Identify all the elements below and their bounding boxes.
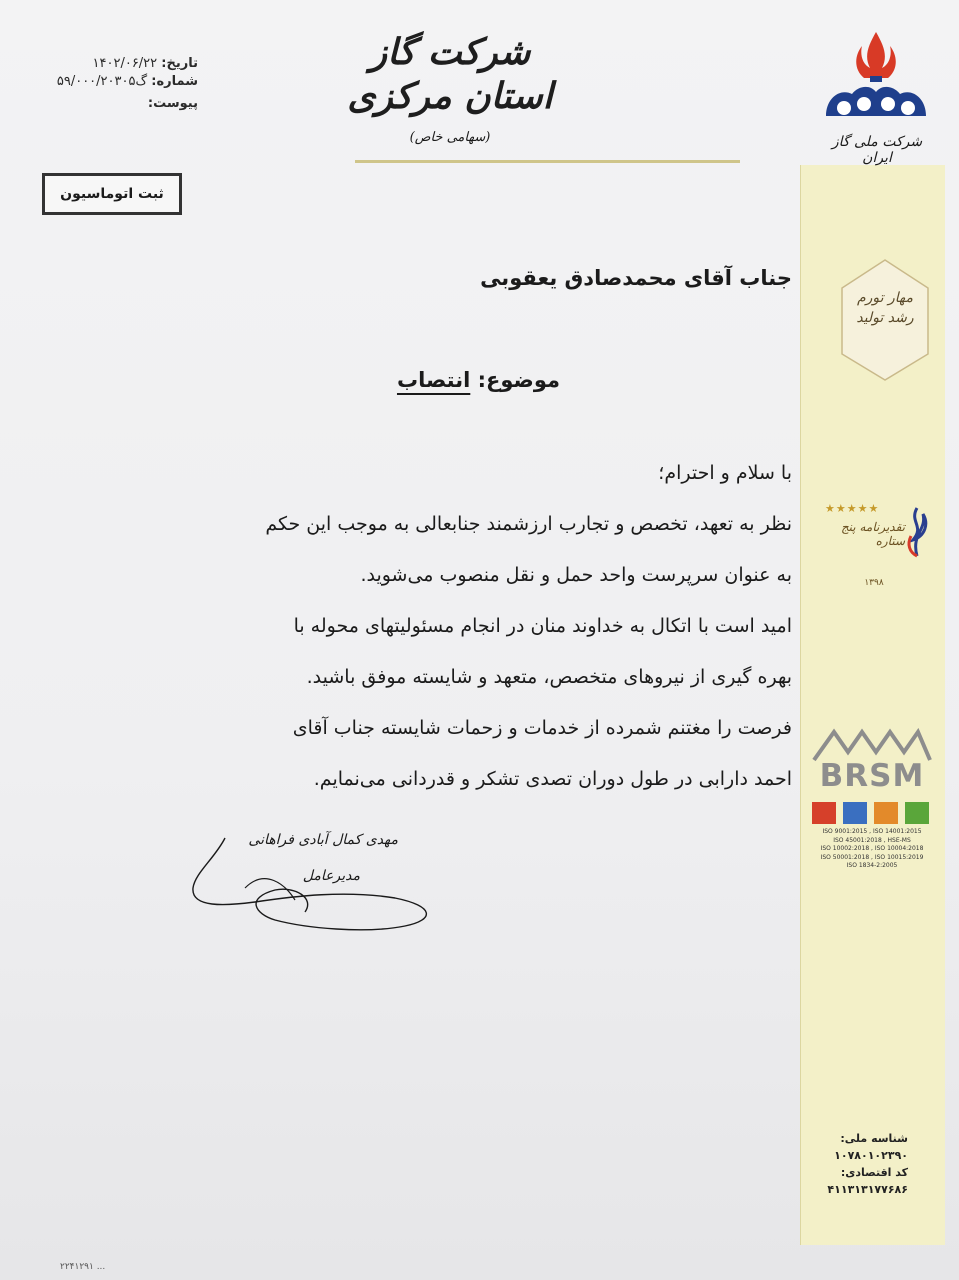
- brsm-green-square: [905, 802, 929, 824]
- body-line: به عنوان سرپرست واحد حمل و نقل منصوب می‌شوید.: [360, 564, 792, 586]
- number-row: [18, 73, 198, 91]
- badge1-line: مهار تورم: [857, 290, 913, 306]
- company-ids: [808, 1130, 908, 1198]
- footer-text: ۲۲۴۱۲۹۱ ...: [60, 1262, 106, 1272]
- brsm-orange-square: [874, 802, 898, 824]
- addressee: جناب آقای محمدصادق یعقوبی: [480, 266, 792, 290]
- logo-caption: شرکت ملی گاز ایران: [831, 134, 923, 166]
- iso-line: ISO 9001:2015 , ISO 14001:2015: [822, 828, 922, 835]
- badge1-text: [838, 288, 932, 328]
- subject-label: موضوع:: [477, 368, 560, 392]
- attachment-row: [18, 95, 198, 113]
- award-flame-icon: [903, 506, 931, 558]
- body-line: فرصت را مغتنم شمرده از خدمات و زحمات شایسته جناب آقای: [292, 717, 792, 739]
- body-line: امید است با اتکال به خداوند منان در انجام مسئولیتهای محوله با: [293, 615, 792, 637]
- iso-line: ISO 45001:2018 , HSE-MS: [833, 836, 911, 844]
- automation-stamp-label: ثبت اتوماسیون: [60, 186, 164, 202]
- national-id-label: شناسه ملی:: [840, 1132, 908, 1145]
- date-value: ۱۴۰۲/۰۶/۲۲: [92, 56, 158, 71]
- economic-code-value: ۴۱۱۳۱۳۱۷۷۶۸۶: [827, 1183, 908, 1196]
- iso-list: [808, 828, 936, 871]
- body-line: نظر به تعهد، تخصص و تجارب ارزشمند جنابعالی به موجب این حکم: [265, 513, 792, 535]
- brsm-mountain-icon: [812, 728, 932, 762]
- award-title: تقدیرنامه پنج ستاره: [840, 520, 905, 548]
- brsm-word: BRSM: [819, 758, 925, 794]
- iso-line: ISO 1834-2:2005: [846, 862, 898, 869]
- body-line: احمد دارابی در طول دوران تصدی تشکر و قدردانی می‌نمایم.: [313, 768, 792, 790]
- automation-stamp: [42, 173, 182, 215]
- number-label: شماره:: [151, 74, 198, 89]
- brsm-red-square: [812, 802, 836, 824]
- subject: [360, 368, 560, 392]
- national-id-value: ۱۰۷۸۰۱۰۲۳۹۰: [834, 1149, 908, 1162]
- company-name: شرکت گاز استان مرکزی: [347, 31, 553, 117]
- header-rule: [355, 160, 740, 163]
- date-row: [18, 55, 198, 73]
- signatory-title: مدیرعامل: [302, 868, 360, 884]
- iso-line: ISO 50001:2018 , ISO 10015:2019: [820, 853, 924, 861]
- brsm-blue-square: [843, 802, 867, 824]
- body-line: با سلام و احترام؛: [658, 462, 792, 484]
- letter-body: [90, 448, 792, 805]
- company-header: [320, 30, 580, 145]
- brsm-certification: [808, 728, 936, 888]
- flame-logo-icon: [818, 28, 936, 134]
- number-value: گ۵۹/۰۰۰/۲۰۳۰۵: [56, 74, 148, 89]
- star-rating: ★★★★★: [825, 502, 880, 515]
- letter-meta: [18, 55, 198, 113]
- inflation-control-badge: [838, 258, 932, 383]
- economic-code-label: کد اقتصادی:: [840, 1166, 908, 1179]
- badge1-line: رشد تولید: [856, 310, 914, 326]
- award-year: ۱۳۹۸: [864, 578, 884, 588]
- five-star-award-badge: [815, 500, 935, 595]
- date-label: تاریخ:: [161, 56, 198, 71]
- signatory-name: مهدی کمال آبادی فراهانی: [248, 832, 398, 848]
- attachment-label: پیوست:: [147, 96, 198, 111]
- body-line: بهره گیری از نیروهای متخصص، متعهد و شایسته موفق باشید.: [306, 666, 792, 688]
- iso-line: ISO 10002:2018 , ISO 10004:2018: [820, 845, 924, 852]
- company-logo: [818, 28, 936, 166]
- company-subtitle: (سهامی خاص): [409, 130, 491, 145]
- handwritten-signature: [185, 828, 445, 948]
- subject-value: انتصاب: [396, 368, 471, 392]
